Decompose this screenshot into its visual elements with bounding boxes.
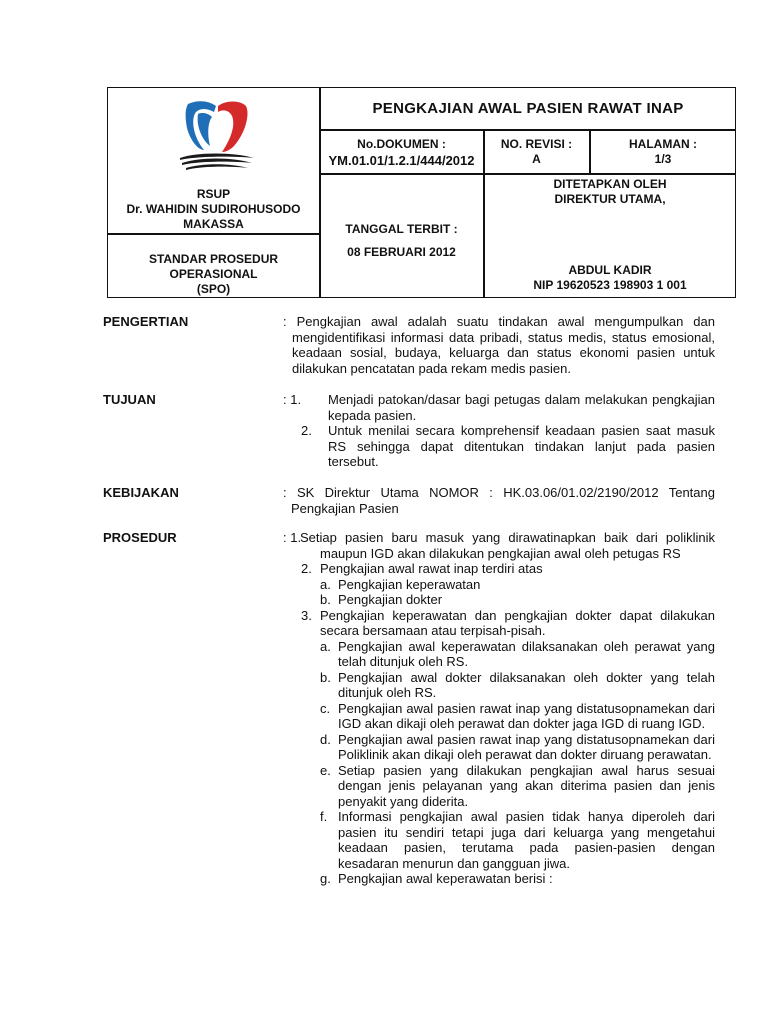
list-item xyxy=(283,809,715,871)
spo-block xyxy=(108,252,319,297)
hospital-logo-icon xyxy=(174,94,258,178)
list-item xyxy=(283,639,715,670)
approved-by-line-1: DITETAPKAN OLEH xyxy=(553,177,667,191)
list-item xyxy=(283,763,715,810)
list-item xyxy=(283,732,715,763)
list-text: Pengkajian keperawatan xyxy=(338,576,481,592)
list-letter: d. xyxy=(320,731,331,747)
list-item xyxy=(283,577,715,593)
document-number-cell xyxy=(320,137,483,168)
list-letter: e. xyxy=(320,762,331,778)
list-item xyxy=(283,871,715,887)
approved-by-line-2: DIREKTUR UTAMA, xyxy=(554,192,666,206)
signer-name: ABDUL KADIR xyxy=(568,263,652,277)
kebijakan-text: : SK Direktur Utama NOMOR : HK.03.06/01.02/2190/2012 Tentang Pengkajian Pasien xyxy=(283,485,715,516)
list-text: Pengkajian dokter xyxy=(338,592,443,607)
section-label-kebijakan: KEBIJAKAN xyxy=(103,485,179,500)
list-item xyxy=(283,392,715,423)
list-number: : 1. xyxy=(283,392,302,407)
list-letter: b. xyxy=(320,669,331,685)
document-number-label: No.DOKUMEN : xyxy=(357,137,446,151)
list-text: Pengkajian awal pasien rawat inap yang distatusopnamekan dari Poliklinik akan dikaji oleh perawat dan dokter diruang perawatan. xyxy=(338,731,715,762)
page-cell xyxy=(590,137,736,167)
list-text: Informasi pengkajian awal pasien tidak hanya diperoleh dari pasien itu sendiri tetapi juga dari keluarga yang mengetahui keadaan pasien, terutama pada pasien-pasien dengan kesadaran menurun dan gangguan jiwa. xyxy=(338,809,715,871)
spo-line-2: OPERASIONAL xyxy=(169,267,258,281)
pengertian-text: : Pengkajian awal adalah suatu tindakan awal mengumpulkan dan mengidentifikasi informasi data pribadi, status medis, status emosional, keadaan sosial, budaya, keluarga dan status ekonomi pasien untuk dilakukan pencatatan pada rekam medis pasien. xyxy=(283,314,715,376)
spo-line-3: (SPO) xyxy=(196,282,231,296)
list-item xyxy=(283,701,715,732)
issue-date-value: 08 FEBRUARI 2012 xyxy=(347,245,456,259)
list-text: Setiap pasien yang dilakukan pengkajian awal harus sesuai dengan jenis pelayanan yang akan diterima pasien dan jenis penyakit yang diderita. xyxy=(338,762,715,809)
issue-date-label: TANGGAL TERBIT : xyxy=(345,222,458,236)
list-text: Pengkajian awal keperawatan berisi : xyxy=(338,871,553,886)
revision-label: NO. REVISI : xyxy=(500,137,573,151)
hospital-line-2: Dr. WAHIDIN SUDIROHUSODO xyxy=(126,202,301,216)
section-label-prosedur: PROSEDUR xyxy=(103,530,177,545)
list-letter: b. xyxy=(320,592,331,607)
spo-line-1: STANDAR PROSEDUR xyxy=(148,252,279,266)
document-number-value: YM.01.01/1.2.1/444/2012 xyxy=(328,153,475,168)
document-header-table xyxy=(107,87,736,298)
header-divider-h2 xyxy=(319,173,735,175)
list-item xyxy=(283,608,715,639)
header-divider-h3 xyxy=(108,233,319,235)
section-label-pengertian: PENGERTIAN xyxy=(103,314,189,329)
list-letter: c. xyxy=(320,700,331,716)
revision-value: A xyxy=(532,152,541,166)
list-item xyxy=(283,561,715,577)
list-number: 3. xyxy=(301,607,312,623)
list-text: Setiap pasien baru masuk yang dirawatinapkan baik dari poliklinik maupun IGD akan dilakukan pengkajian awal oleh petugas RS xyxy=(300,530,715,561)
list-letter: g. xyxy=(320,871,331,886)
list-text: Pengkajian awal pasien rawat inap yang distatusopnamekan dari IGD akan dikaji oleh perawat dan dokter jaga IGD di ruang IGD. xyxy=(338,700,715,731)
list-item xyxy=(283,592,715,608)
signer-block xyxy=(484,263,736,293)
page-label: HALAMAN : xyxy=(629,137,697,151)
list-item xyxy=(283,530,715,561)
hospital-line-3: MAKASSA xyxy=(183,217,244,231)
section-label-tujuan: TUJUAN xyxy=(103,392,156,407)
list-text: Untuk menilai secara komprehensif keadaan pasien saat masuk RS sehingga dapat ditentukan tindakan lanjut pada pasien tersebut. xyxy=(328,423,715,469)
hospital-name-block xyxy=(108,187,319,232)
header-divider-h1 xyxy=(319,129,735,131)
page-value: 1/3 xyxy=(654,152,672,166)
approval-cell xyxy=(484,177,736,207)
hospital-line-1: RSUP xyxy=(196,187,231,201)
tujuan-list xyxy=(283,392,715,470)
list-number: 2. xyxy=(301,561,312,576)
signer-nip: NIP 19620523 198903 1 001 xyxy=(533,278,687,292)
list-number: 2. xyxy=(301,423,312,438)
list-text: Pengkajian awal dokter dilaksanakan oleh dokter yang telah ditunjuk oleh RS. xyxy=(338,669,715,700)
list-item xyxy=(283,670,715,701)
list-letter: a. xyxy=(320,576,331,592)
issue-date-cell xyxy=(320,222,483,260)
list-text: Menjadi patokan/dasar bagi petugas dalam melakukan pengkajian kepada pasien. xyxy=(328,392,715,423)
list-text: Pengkajian awal rawat inap terdiri atas xyxy=(320,561,543,576)
list-item xyxy=(283,423,715,470)
prosedur-list xyxy=(283,530,715,887)
revision-cell xyxy=(484,137,589,167)
document-title: PENGKAJIAN AWAL PASIEN RAWAT INAP xyxy=(372,100,684,117)
list-letter: a. xyxy=(320,638,331,654)
list-number: : 1. xyxy=(283,530,302,545)
list-text: Pengkajian awal keperawatan dilaksanakan oleh perawat yang telah ditunjuk oleh RS. xyxy=(338,638,715,669)
list-text: Pengkajian keperawatan dan pengkajian dokter dapat dilakukan secara bersamaan atau terpisah-pisah. xyxy=(320,607,715,638)
list-letter: f. xyxy=(320,809,328,824)
